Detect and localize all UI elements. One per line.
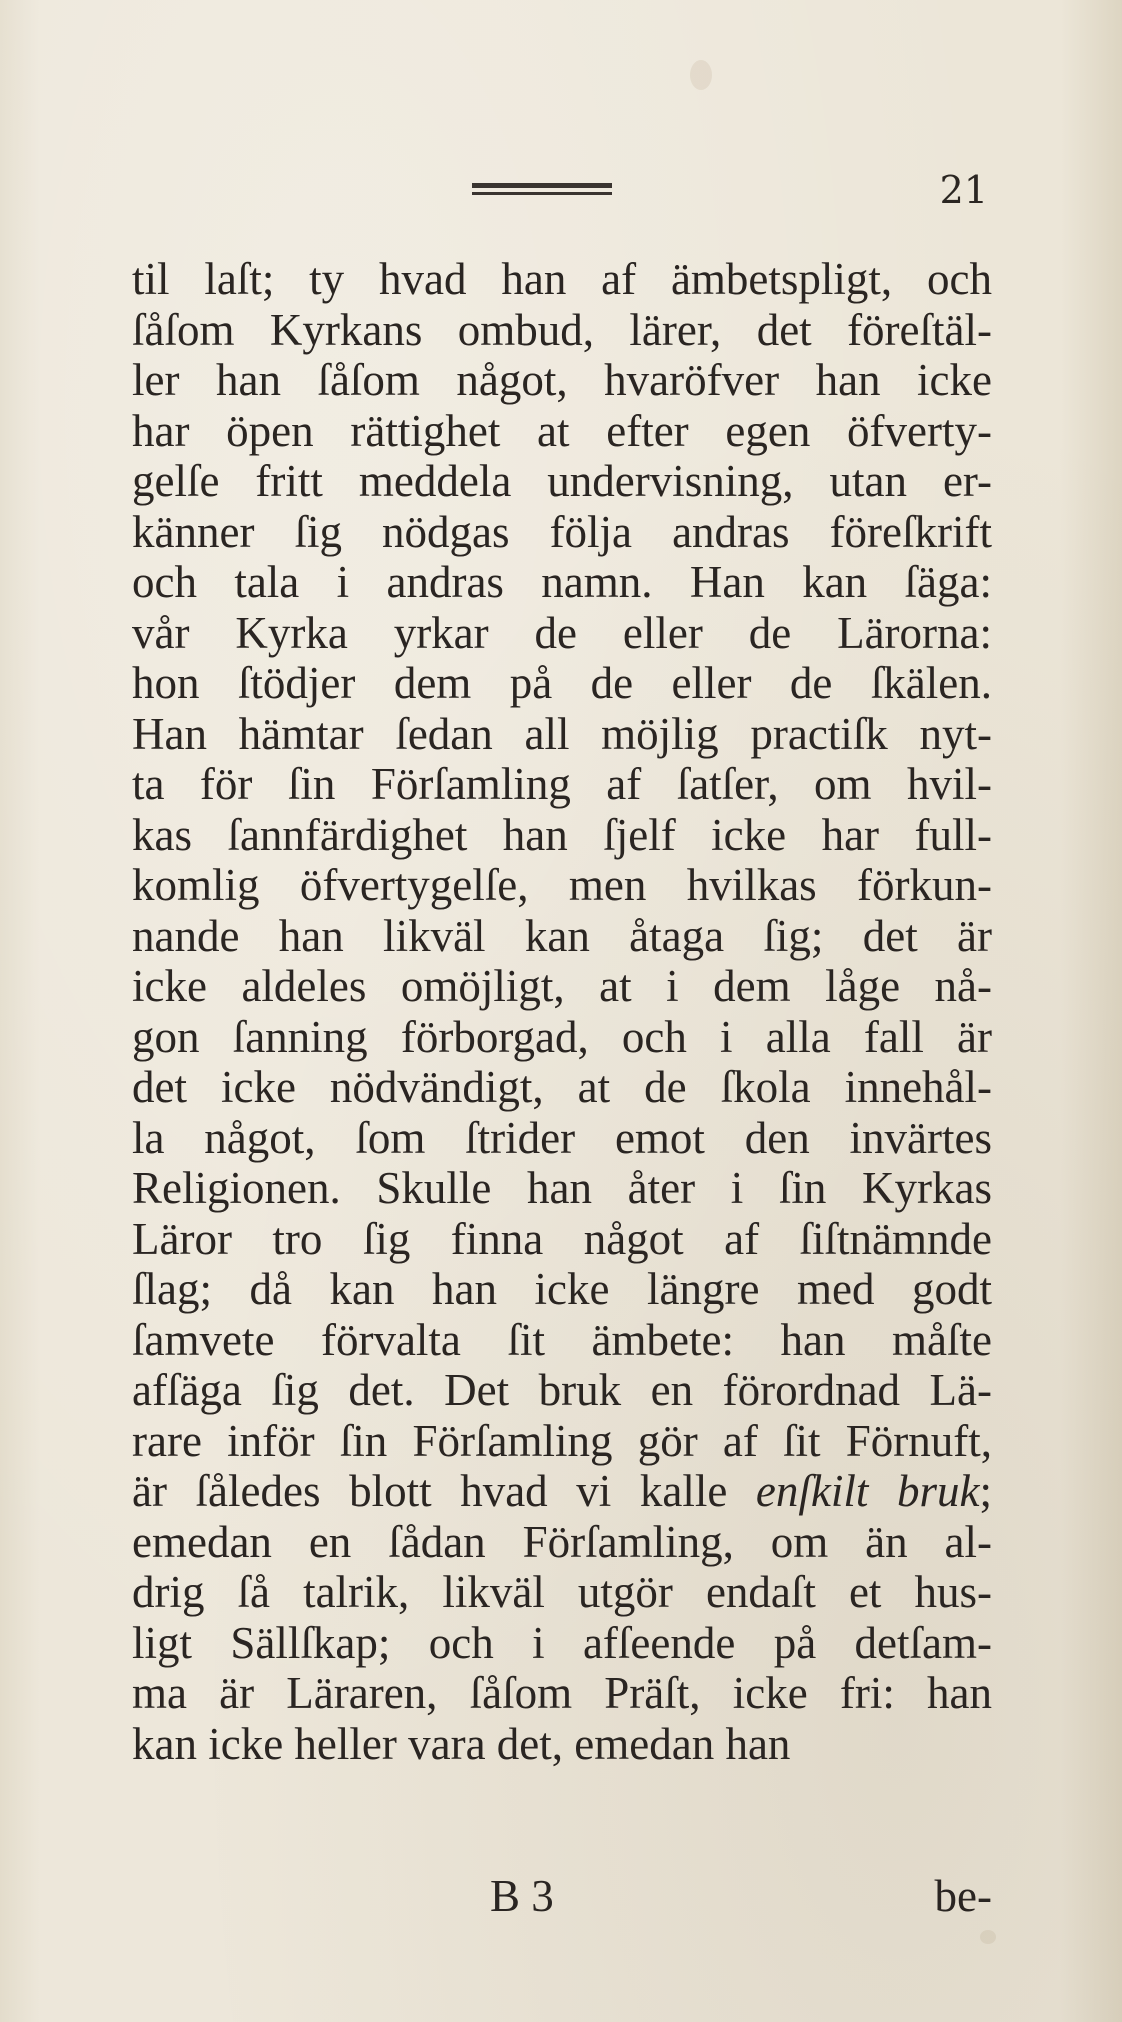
text-line — [132, 608, 992, 659]
text-segment: Läror tro ſig finna något af ſiſtnämnde — [132, 1213, 992, 1264]
text-line — [132, 1618, 992, 1669]
text-segment: til laſt; ty hvad han af ämbetspligt, och — [132, 254, 992, 304]
text-line — [132, 456, 992, 507]
emphasized-text: enſkilt bruk — [755, 1466, 980, 1516]
text-line — [132, 759, 992, 810]
text-segment: Han hämtar ſedan all möjlig practiſk nyt- — [132, 708, 992, 759]
text-line — [132, 810, 992, 861]
text-line — [132, 1466, 992, 1517]
text-segment: ma är Läraren, ſåſom Präſt, icke fri: han — [132, 1668, 992, 1718]
text-segment: ; — [979, 1466, 992, 1516]
text-segment: det icke nödvändigt, at de ſkola innehål- — [132, 1062, 992, 1112]
text-line — [132, 1264, 992, 1315]
paper-stain — [690, 60, 712, 90]
paper-stain — [980, 1930, 996, 1944]
text-line — [132, 355, 992, 406]
text-line — [132, 658, 992, 709]
text-segment: gelſe fritt meddela undervisning, utan er- — [132, 456, 992, 506]
text-line — [132, 557, 992, 608]
text-segment: drig ſå talrik, likväl utgör endaſt et hus- — [132, 1567, 992, 1617]
text-line — [132, 1012, 992, 1063]
text-segment: icke aldeles omöjligt, at i dem låge nå- — [132, 961, 992, 1011]
text-line — [132, 1668, 992, 1719]
text-segment: hon ſtödjer dem på de eller de ſkälen. — [132, 658, 992, 708]
text-line — [132, 1719, 992, 1770]
text-segment: afſäga ſig det. Det bruk en förordnad Lä- — [132, 1365, 992, 1415]
header-rule — [472, 183, 612, 197]
text-line — [132, 507, 992, 558]
text-line — [132, 1517, 992, 1568]
text-segment: la något, ſom ſtrider emot den invärtes — [132, 1112, 992, 1163]
text-segment: kan icke heller vara det, emedan han — [132, 1718, 791, 1769]
text-line — [132, 1365, 992, 1416]
text-line — [132, 860, 992, 911]
text-line — [132, 911, 992, 962]
text-line — [132, 709, 992, 760]
text-segment: ler han ſåſom något, hvaröfver han icke — [132, 355, 992, 405]
page-footer — [132, 1870, 992, 1925]
text-segment: känner ſig nödgas följa andras föreſkrift — [132, 506, 992, 557]
text-line — [132, 1163, 992, 1214]
text-segment: ſåſom Kyrkans ombud, lärer, det föreſtäl- — [132, 304, 992, 355]
text-line — [132, 406, 992, 457]
text-line — [132, 1567, 992, 1618]
text-line — [132, 254, 992, 305]
text-line — [132, 1214, 992, 1265]
text-segment: vår Kyrka yrkar de eller de Lärorna: — [132, 607, 992, 658]
signature-mark: B 3 — [490, 1871, 554, 1921]
text-segment: ſamvete förvalta ſit ämbete: han måſte — [132, 1314, 992, 1365]
text-line — [132, 1113, 992, 1164]
text-segment: är ſåledes blott hvad vi kalle — [132, 1466, 756, 1516]
text-line — [132, 305, 992, 356]
text-segment: emedan en ſådan Förſamling, om än al- — [132, 1516, 992, 1567]
text-segment: ta för ſin Förſamling af ſatſer, om hvil- — [132, 759, 992, 809]
text-segment: ſlag; då kan han icke längre med godt — [132, 1264, 992, 1314]
text-segment: ligt Sällſkap; och i afſeende på detſam- — [132, 1617, 992, 1668]
text-segment: komlig öfvertygelſe, men hvilkas förkun- — [132, 860, 992, 910]
text-line — [132, 961, 992, 1012]
text-segment: nande han likväl kan åtaga ſig; det är — [132, 910, 992, 961]
page-number: 21 — [939, 168, 988, 212]
text-segment: Religionen. Skulle han åter i ſin Kyrkas — [132, 1163, 992, 1213]
text-line — [132, 1416, 992, 1467]
text-segment: rare inför ſin Förſamling gör af ſit Förnuft, — [132, 1415, 992, 1466]
text-segment: har öpen rättighet at efter egen öfverty- — [132, 405, 992, 456]
text-segment: och tala i andras namn. Han kan ſäga: — [132, 557, 992, 607]
text-segment: kas ſannfärdighet han ſjelf icke har full- — [132, 809, 992, 860]
catchword: be- — [934, 1871, 992, 1921]
body-text — [132, 254, 992, 1769]
text-line — [132, 1062, 992, 1113]
text-line — [132, 1315, 992, 1366]
text-segment: gon ſanning förborgad, och i alla fall är — [132, 1011, 992, 1062]
